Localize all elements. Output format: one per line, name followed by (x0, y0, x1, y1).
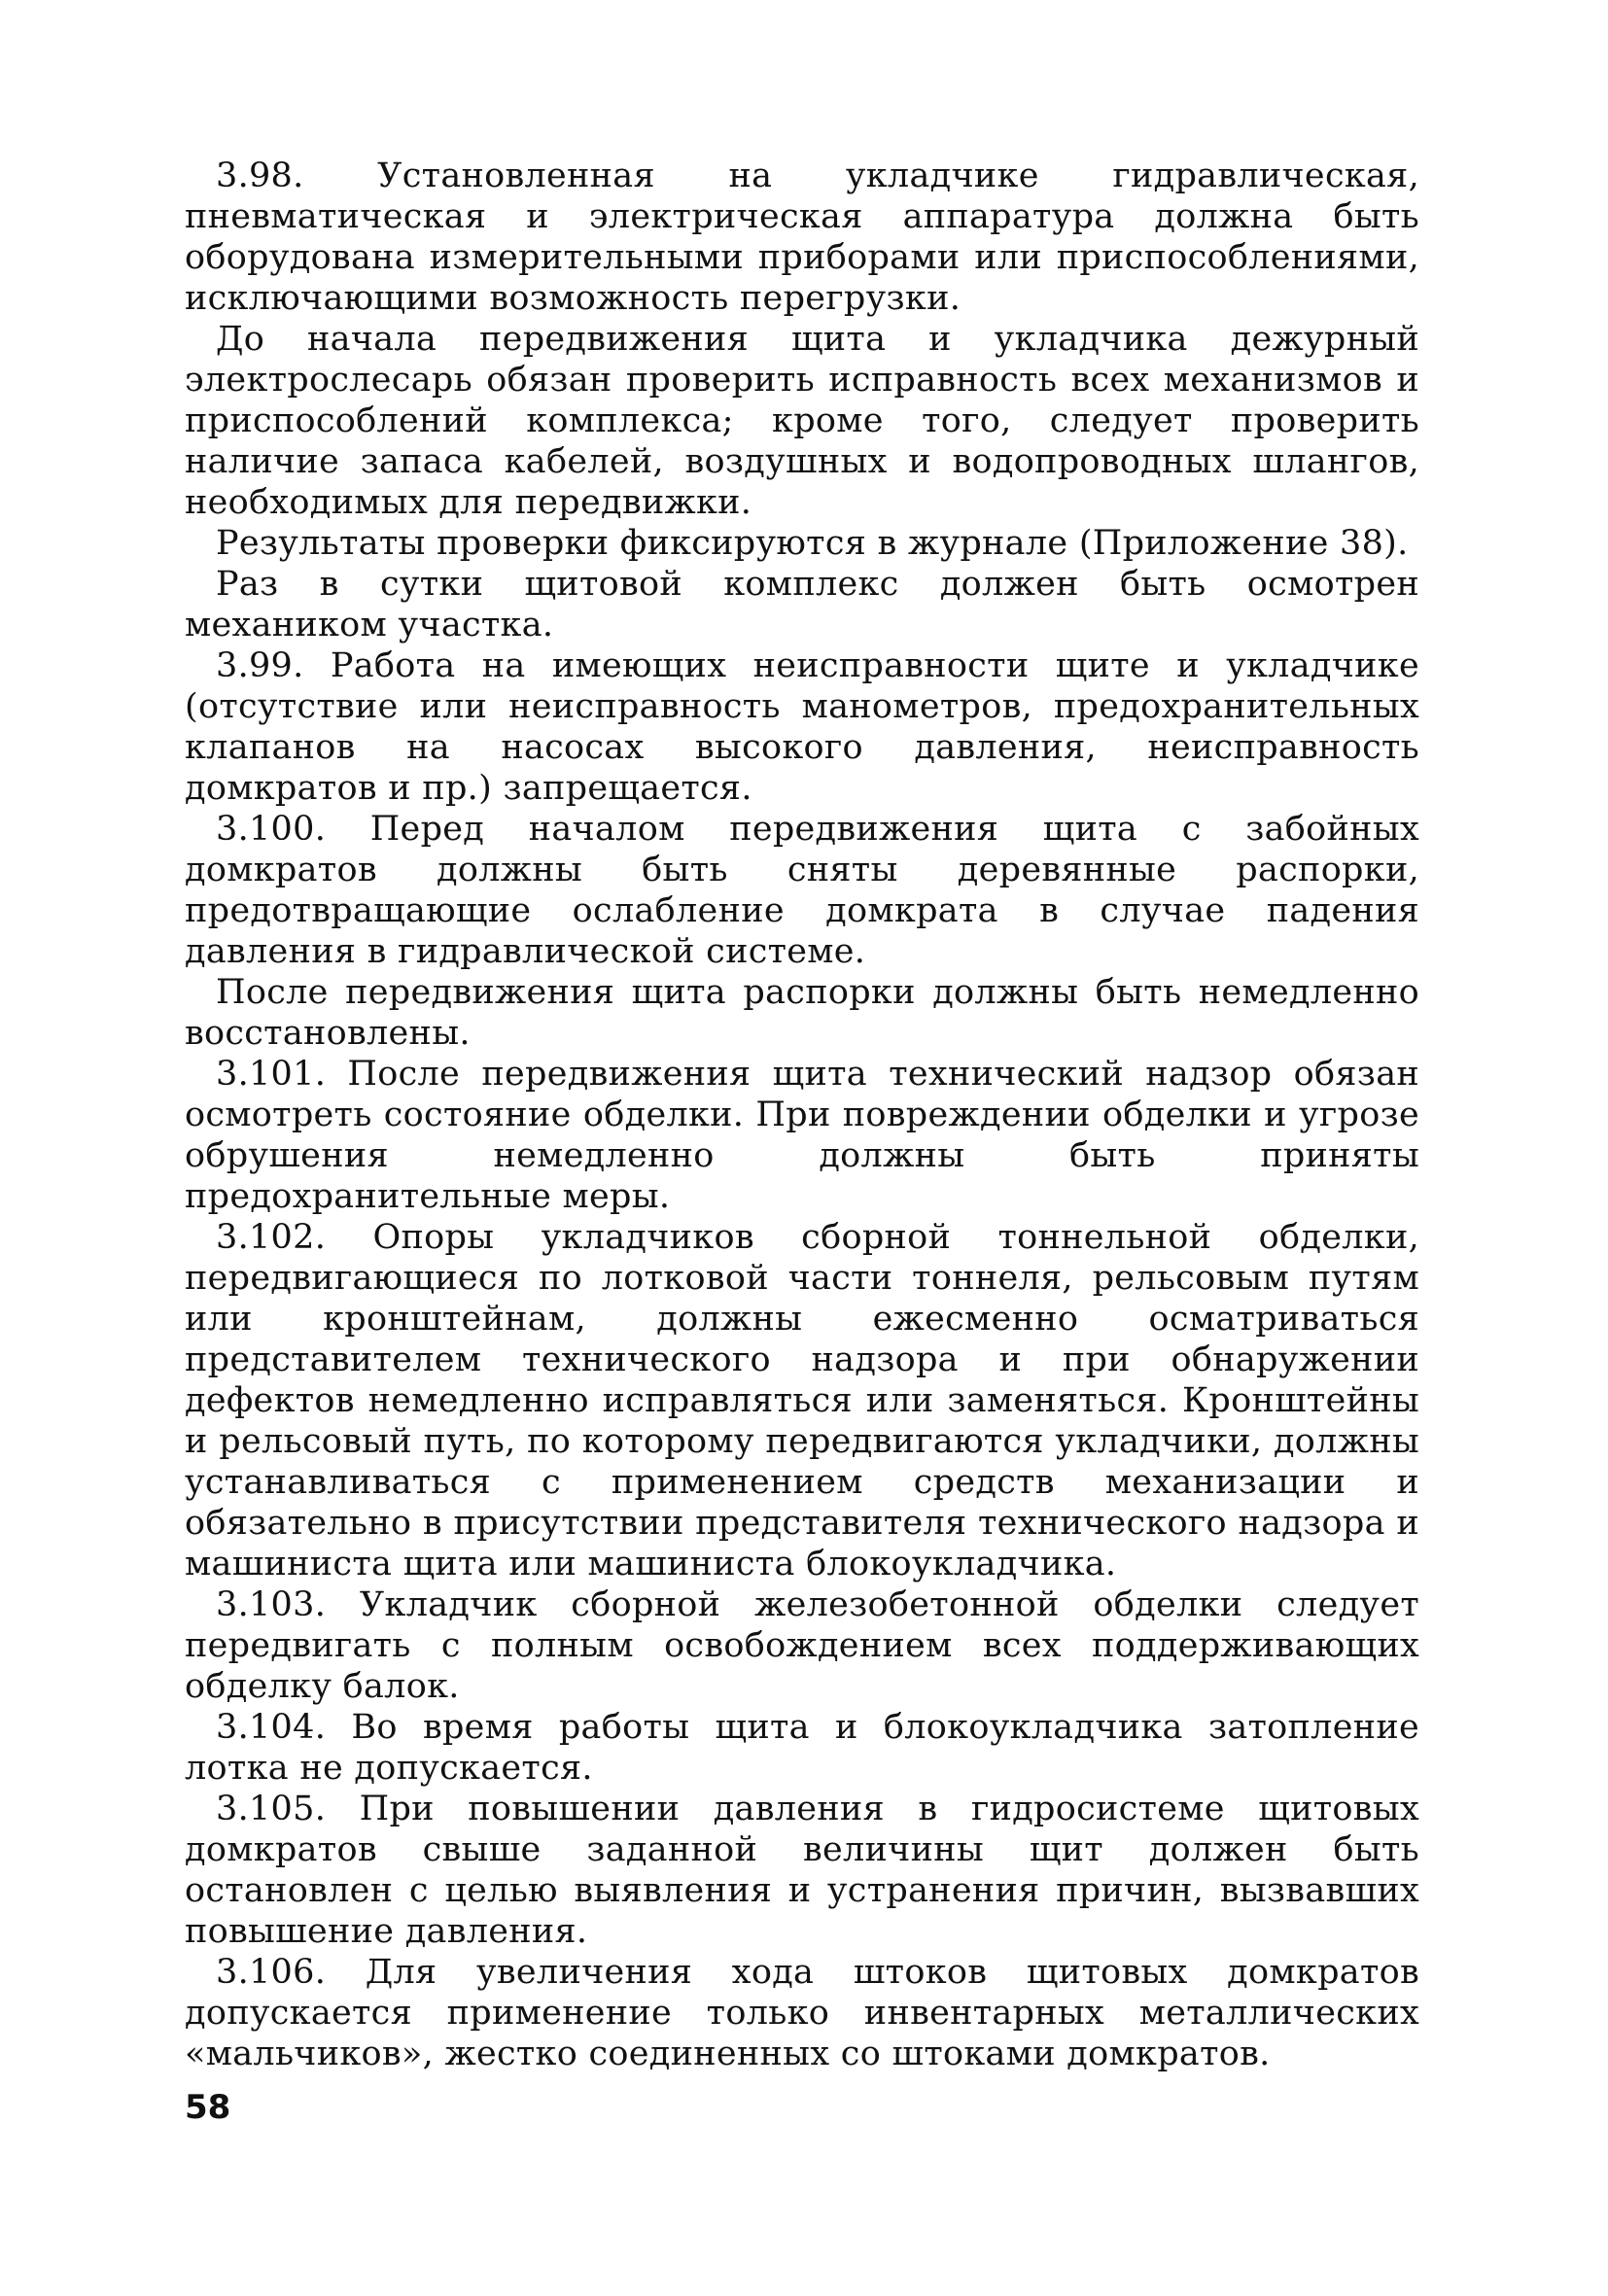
paragraph-3-99: 3.99. Работа на имеющих неисправности щите и укладчике (отсутствие или неисправность манометров, предохранительных клапанов на насосах высокого давления, неисправность домкратов и пр.) запрещается. (185, 646, 1419, 808)
paragraph-check-results: Результаты проверки фиксируются в журнале (Приложение 38). (216, 524, 1409, 563)
paragraph-3-98: 3.98. Установленная на укладчике гидравлическая, пневматическая и электрическая аппаратура должна быть оборудована измерительными приборами или приспособлениями, исключающими возможность перегрузки. (185, 157, 1419, 318)
paragraph-daily-inspection: Раз в сутки щитовой комплекс должен быть осмотрен механиком участка. (185, 565, 1419, 644)
paragraph-3-101: 3.101. После передвижения щита технический надзор обязан осмотреть состояние обделки. При повреждении обделки и угрозе обрушения немедленно должны быть приняты предохранительные меры. (185, 1055, 1419, 1216)
page-number: 58 (185, 2088, 231, 2127)
paragraph-3-102: 3.102. Опоры укладчиков сборной тоннельной обделки, передвигающиеся по лотковой части тоннеля, рельсовым путям или кронштейнам, должны ежесменно осматриваться представителем технического надзора и при обнаружении дефектов немедленно исправляться или заменяться. Кронштейны и рельсовый путь, по которому передвигаются укладчики, должны устанавливаться с применением средств механизации и обязательно в присутствии представителя технического надзора и машиниста щита или машиниста блокоукладчика. (185, 1218, 1419, 1583)
paragraph-3-100: 3.100. Перед началом передвижения щита с забойных домкратов должны быть сняты деревянные распорки, предотвращающие ослабление домкрата в случае падения давления в гидравлической системе. (185, 810, 1419, 971)
paragraph-pre-move-check: До начала передвижения щита и укладчика дежурный электрослесарь обязан проверить исправность всех механизмов и приспособлений комплекса; кроме того, следует проверить наличие запаса кабелей, воздушных и водопроводных шлангов, необходимых для передвижки. (185, 320, 1419, 522)
paragraph-3-106: 3.106. Для увеличения хода штоков щитовых домкратов допускается применение только инвентарных металлических «мальчиков», жестко соединенных со штоками домкратов. (185, 1953, 1419, 2073)
paragraph-3-105: 3.105. При повышении давления в гидросистеме щитовых домкратов свыше заданной величины щит должен быть остановлен с целью выявления и устранения причин, вызвавших повышение давления. (185, 1790, 1419, 1951)
paragraph-3-104: 3.104. Во время работы щита и блокоукладчика затопление лотка не допускается. (185, 1708, 1419, 1788)
document-body (185, 156, 1419, 2073)
paragraph-3-103: 3.103. Укладчик сборной железобетонной обделки следует передвигать с полным освобождением всех поддерживающих обделку балок. (185, 1585, 1419, 1706)
paragraph-struts-restored: После передвижения щита распорки должны быть немедленно восстановлены. (185, 973, 1419, 1053)
